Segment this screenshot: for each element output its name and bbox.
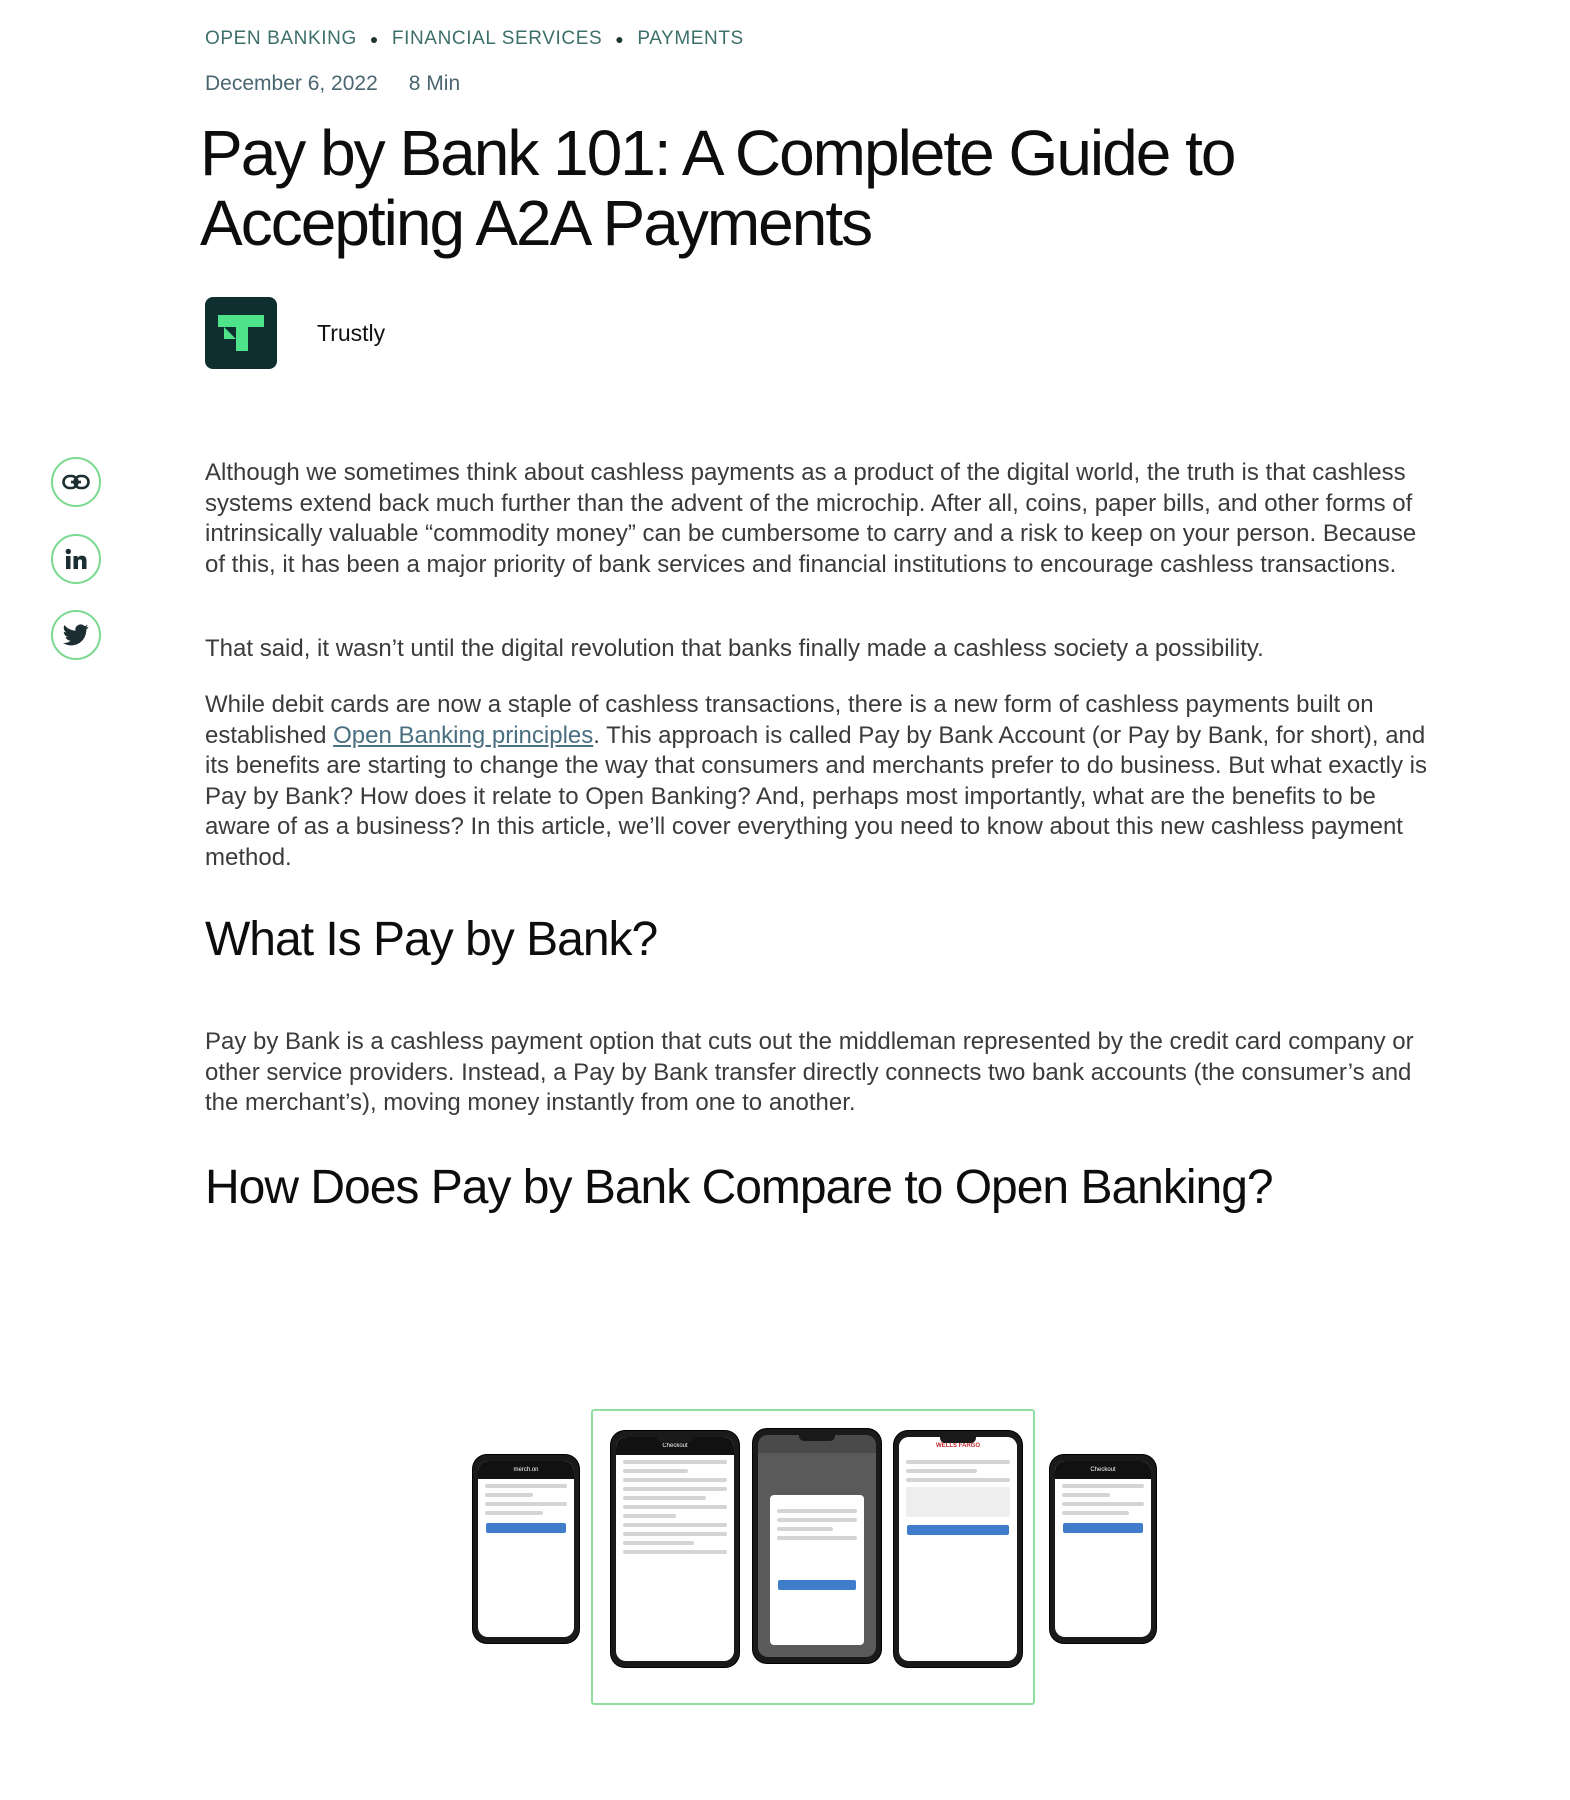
article-meta: [205, 72, 460, 96]
trustly-logo-icon: [205, 297, 277, 369]
linkedin-icon: [65, 548, 87, 570]
pay-by-bank-flow-illustration: [470, 1395, 1170, 1725]
phone-pay-now: Checkout: [1050, 1455, 1156, 1643]
paragraph-3: While debit cards are now a staple of cashless transactions, there is a new form of cashless payments built on established Open Banking principles. This approach is called Pay by Bank Account (or Pay by Bank, for short), and its benefits are starting to change the way that consumers and merchants prefer to do business. But what exactly is Pay by Bank? How does it relate to Open Banking? And, perhaps most importantly, what are the benefits to be aware of as a business? In this article, we’ll cover everything you need to know about this new cashless payment method.: [205, 691, 1427, 871]
author-byline: [205, 297, 385, 369]
link-icon: [62, 474, 90, 490]
open-banking-principles-link[interactable]: Open Banking principles: [333, 721, 594, 749]
heading-what-is-pay-by-bank: What Is Pay by Bank?: [205, 913, 658, 966]
heading-compare-open-banking: How Does Pay by Bank Compare to Open Banking?: [205, 1161, 1273, 1214]
share-twitter-button[interactable]: [51, 610, 101, 660]
tag-payments[interactable]: PAYMENTS: [637, 28, 744, 49]
tag-open-banking[interactable]: OPEN BANKING: [205, 28, 357, 49]
phone-bank-signin: [753, 1429, 881, 1663]
paragraph-2: That said, it wasn’t until the digital revolution that banks finally made a cashless society a possibility.: [205, 635, 1264, 662]
copy-link-button[interactable]: [51, 457, 101, 507]
phone-choose-account: WELLS FARGO: [894, 1431, 1022, 1667]
phone-checkout: Checkout: [611, 1431, 739, 1667]
page-title: Pay by Bank 101: A Complete Guide to Accepting A2A Payments: [200, 117, 1235, 259]
twitter-icon: [63, 624, 89, 646]
tag-separator: ●: [615, 31, 625, 47]
paragraph-4: Pay by Bank is a cashless payment option that cuts out the middleman represented by the credit card company or other service providers. Instead, a Pay by Bank transfer directly connects two bank accounts (the consumer’s and the merchant’s), moving money instantly from one to another.: [205, 1028, 1414, 1116]
phone-cart: merch.on: [473, 1455, 579, 1643]
intro-paragraph: Although we sometimes think about cashless payments as a product of the digital world, the truth is that cashless systems extend back much further than the advent of the microchip. After all, coins, paper bills, and other forms of intrinsically valuable “commodity money” can be cumbersome to carry and a risk to keep on your person. Because of this, it has been a major priority of bank services and financial institutions to encourage cashless transactions.: [205, 459, 1417, 578]
publish-date: December 6, 2022: [205, 72, 378, 95]
tag-separator: ●: [369, 31, 379, 47]
share-linkedin-button[interactable]: [51, 534, 101, 584]
category-tags: [205, 28, 744, 50]
read-time: 8 Min: [408, 72, 461, 95]
tag-financial-services[interactable]: FINANCIAL SERVICES: [391, 28, 603, 49]
author-name[interactable]: Trustly: [317, 319, 386, 346]
